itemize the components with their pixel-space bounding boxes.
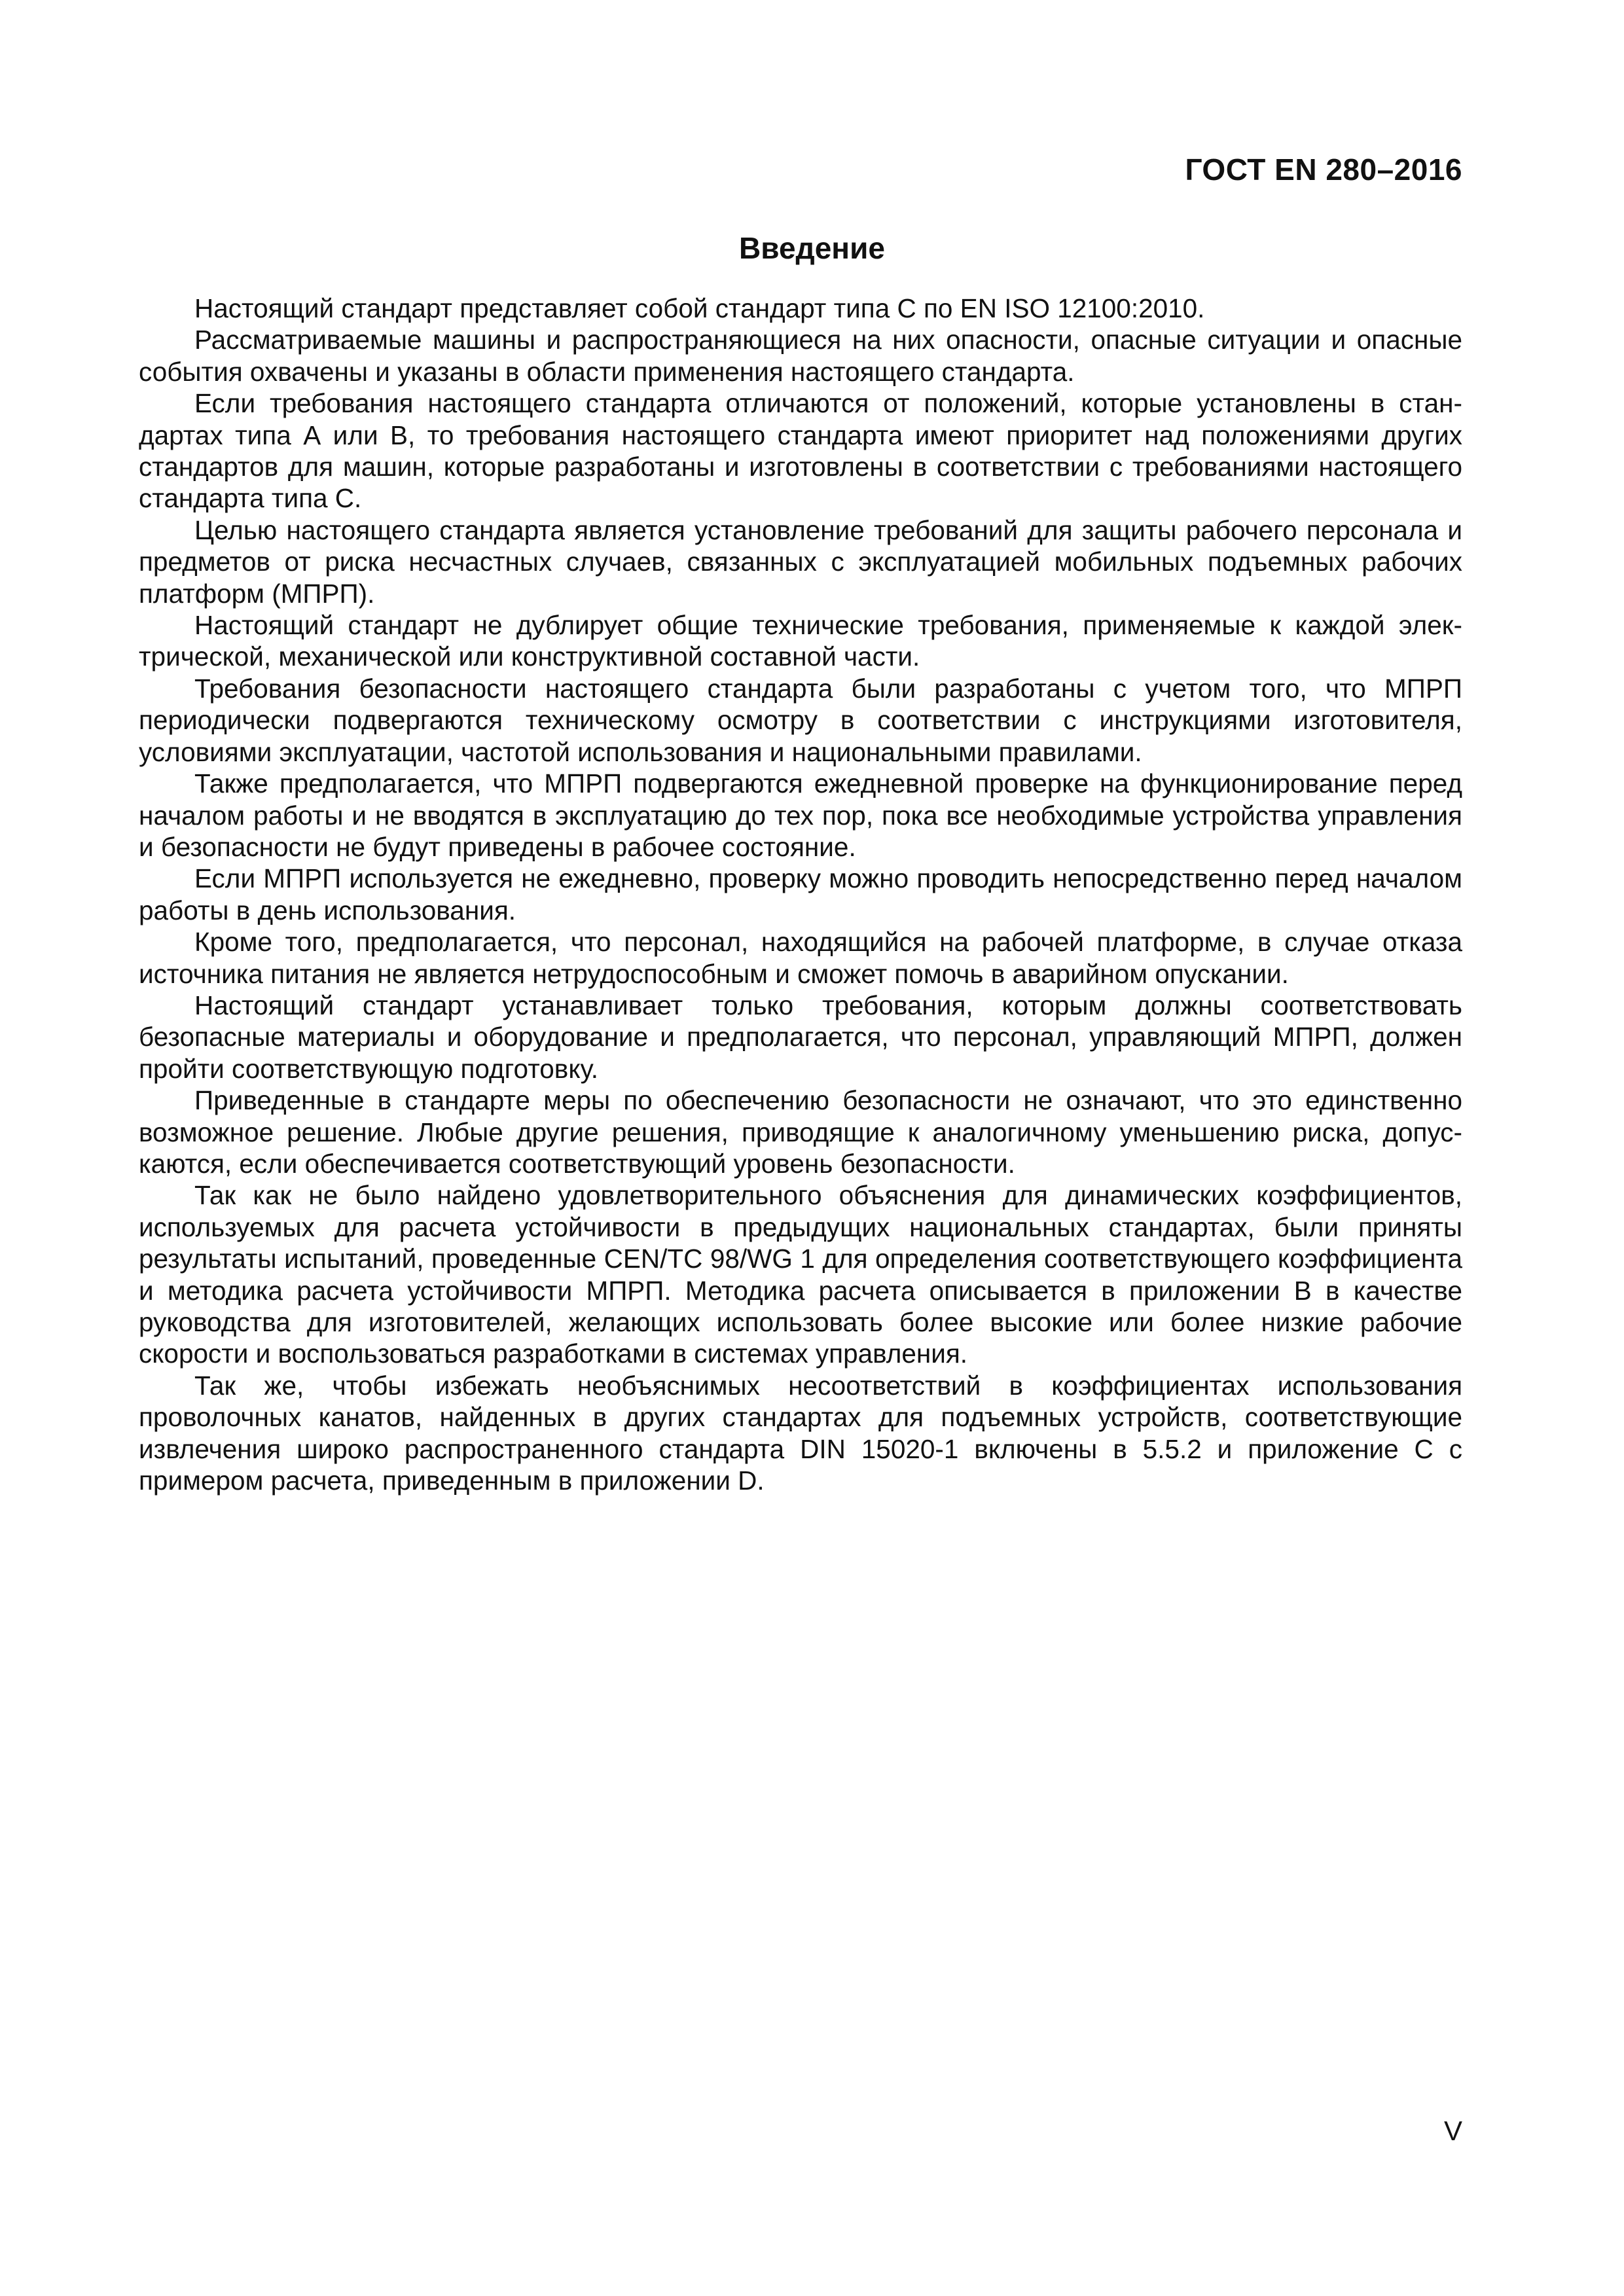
paragraph: Кроме того, предполагается, что персонал, находящийся на рабочей платформе, в случае отказа источника питания не является нетрудоспособным и сможет помочь в аварийном опускании. xyxy=(139,927,1462,989)
paragraph: Если МПРП используется не ежедневно, проверку можно проводить непосредственно перед началом работы в день использования. xyxy=(139,863,1462,925)
paragraph: Если требования настоящего стандарта отличаются от положений, которые установлены в стандартах типа А или В, то требования настоящего стандарта имеют приоритет над положениями других стандартов для машин, которые разработаны и изготовлены в соответствии с требованиями настоящего стандарта типа С. xyxy=(139,388,1462,514)
paragraph: Приведенные в стандарте меры по обеспечению безопасности не означают, что это единственно возможное решение. Любые другие решения, приводящие к аналогичному уменьшению риска, допускаются, если обеспечивается соответствующий уровень безопасности. xyxy=(139,1085,1462,1179)
document-code: ГОСТ EN 280–2016 xyxy=(1185,152,1462,187)
paragraph: Настоящий стандарт представляет собой стандарт типа С по EN ISO 12100:2010. xyxy=(194,293,1205,323)
paragraph: Настоящий стандарт устанавливает только требования, которым должны соответствовать безопасные материалы и оборудование и предполагается, что персонал, управляющий МПРП, должен пройти соответствующую подготовку. xyxy=(139,990,1462,1084)
paragraph: Так как не было найдено удовлетворительного объяснения для динамических коэффициентов, используемых для расчета устойчивости в предыдущих национальных стандартах, были приняты результаты испытаний, проведенные CEN/TC 98/WG 1 для определения соответствующего коэффициента и методика расчета устойчивости МПРП. Методика расчета описывается в приложении В в качестве руководства для изготовителей, желающих использовать более высокие или более низкие рабочие скорости и воспользоваться разработками в системах управления. xyxy=(139,1180,1462,1369)
paragraph: Настоящий стандарт не дублирует общие технические требования, применяемые к каждой электрической, механической или конструктивной составной части. xyxy=(139,610,1462,672)
paragraph: Так же, чтобы избежать необъяснимых несоответствий в коэффициентах использования проволочных канатов, найденных в других стандартах для подъемных устройств, соответствующие извлечения широко распространенного стандарта DIN 15020-1 включены в 5.5.2 и приложение С с примером расчета, приведенным в приложении D. xyxy=(139,1370,1462,1496)
paragraph: Целью настоящего стандарта является установление требований для защиты рабочего персонала и предметов от риска несчастных случаев, связанных с эксплуатацией мобильных подъемных рабочих платформ (МПРП). xyxy=(139,514,1462,609)
section-title: Введение xyxy=(739,231,885,265)
paragraph: Также предполагается, что МПРП подвергаются ежедневной проверке на функционирование перед началом работы и не вводятся в эксплуатацию до тех пор, пока все необходимые устройства управления и безопасности не будут приведены в рабочее состояние. xyxy=(139,768,1462,862)
body-text xyxy=(139,293,1462,1496)
paragraph: Требования безопасности настоящего стандарта были разработаны с учетом того, что МПРП периодически подвергаются техническому осмотру в соответствии с инструкциями изготовителя, условиями эксплуатации, частотой использования и национальными правилами. xyxy=(139,673,1462,767)
page-number: V xyxy=(1443,2115,1462,2146)
paragraph: Рассматриваемые машины и распространяющиеся на них опасности, опасные ситуации и опасные события охвачены и указаны в области применения настоящего стандарта. xyxy=(139,325,1462,387)
